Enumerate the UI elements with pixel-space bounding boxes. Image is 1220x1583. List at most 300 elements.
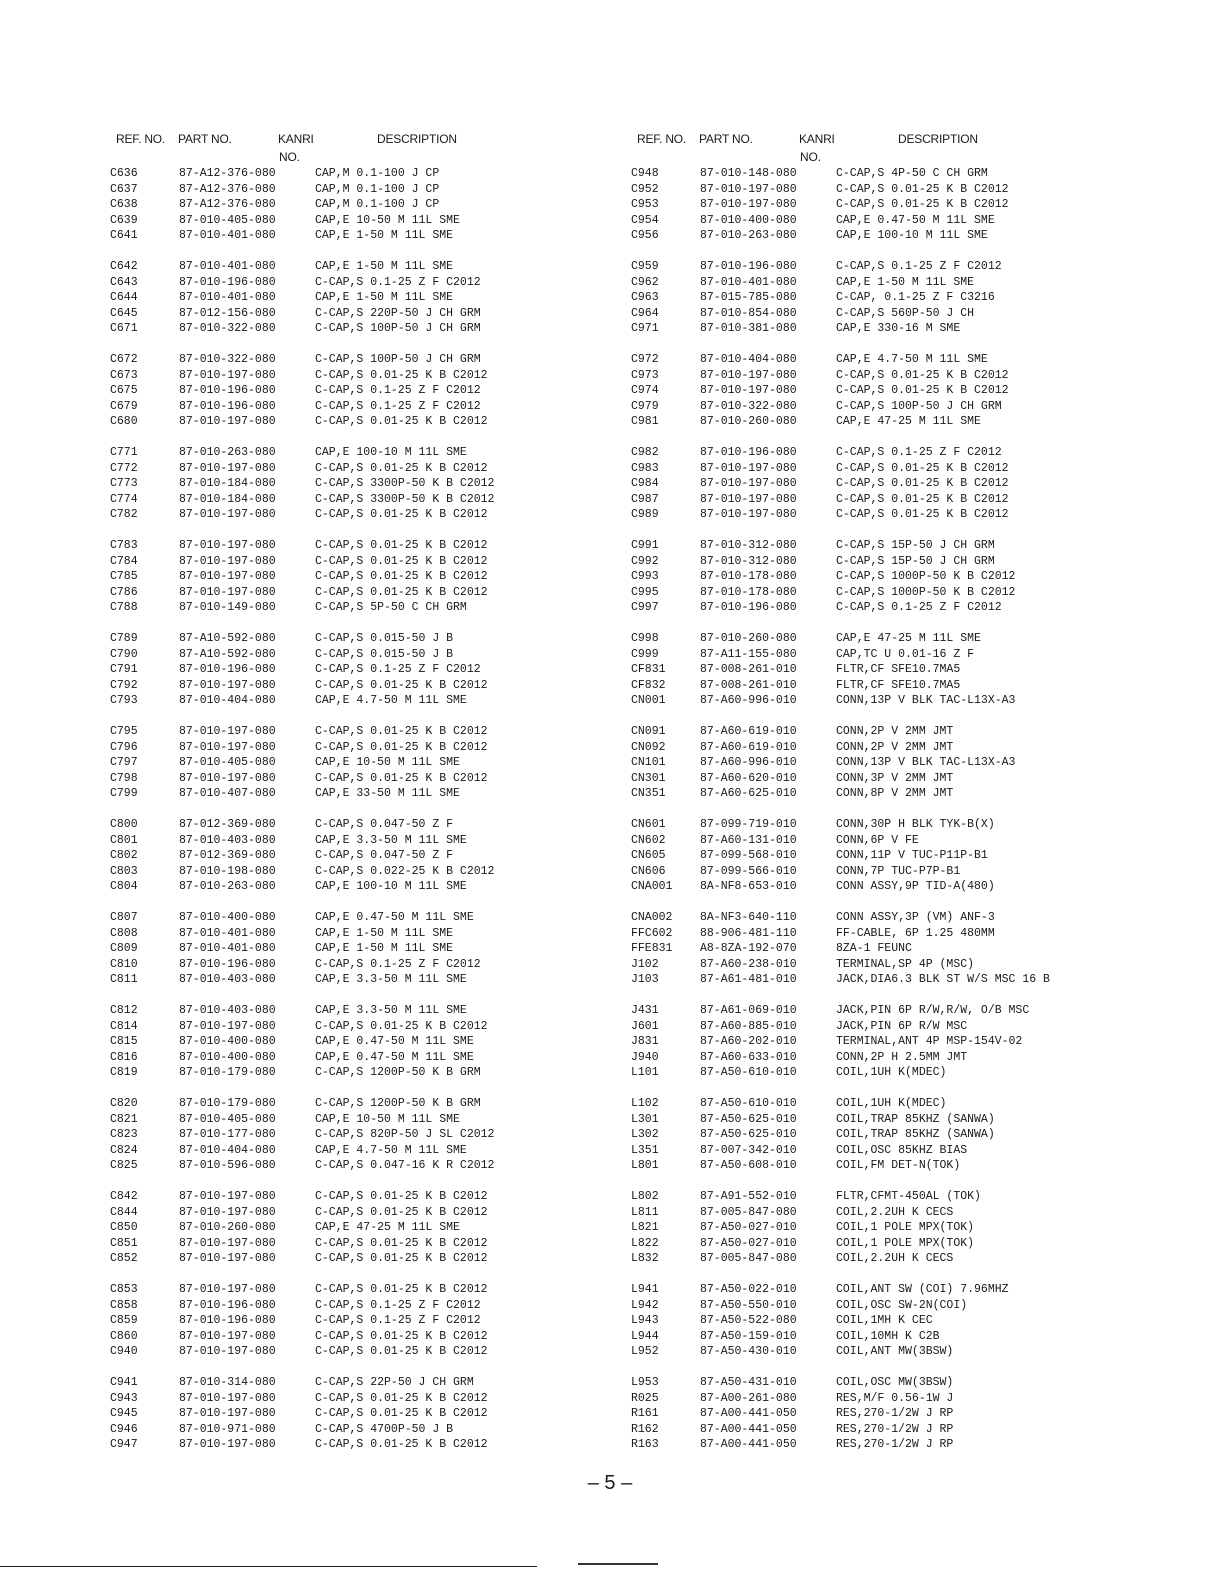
table-row: [631, 740, 1191, 756]
description-cell: JACK,DIA6.3 BLK ST W/S MSC 16 B: [836, 973, 1050, 986]
part-no-cell: 87-010-401-080: [179, 229, 276, 242]
description-cell: CAP,M 0.1-100 J CP: [315, 182, 440, 196]
table-row: [110, 1034, 670, 1050]
table-row: [631, 228, 1191, 244]
ref-no-cell: C981: [631, 415, 659, 428]
parts-group: [110, 910, 673, 988]
description-cell: C-CAP,S 100P-50 J CH GRM: [315, 322, 481, 335]
part-no-cell: 87-010-971-080: [179, 1422, 276, 1436]
parts-group: [110, 1096, 670, 1174]
part-no-cell: 87-010-196-080: [179, 1298, 276, 1312]
parts-group: [631, 631, 1191, 709]
part-no-cell: 87-A50-522-080: [700, 1314, 797, 1327]
ref-no-cell: C644: [110, 291, 138, 304]
table-row: [110, 740, 670, 756]
ref-no-cell: L943: [631, 1314, 659, 1327]
table-row: [110, 1205, 670, 1221]
description-cell: C-CAP,S 0.01-25 K B C2012: [315, 415, 488, 428]
kanri-no-heading: NO.: [279, 150, 300, 164]
part-no-cell: 87-A11-155-080: [700, 647, 797, 661]
part-no-cell: 87-010-401-080: [179, 291, 276, 304]
ref-no-cell: CN601: [631, 818, 666, 831]
part-no-cell: 87-A50-431-010: [700, 1376, 797, 1389]
table-row: [631, 461, 1191, 477]
part-no-cell: 87-010-405-080: [179, 213, 276, 227]
parts-group: [631, 1282, 1191, 1360]
ref-no-cell: C954: [631, 213, 659, 227]
description-cell: COIL,OSC SW-2N(COI): [836, 1298, 968, 1312]
part-no-cell: 87-010-197-080: [179, 1252, 276, 1265]
part-no-cell: 87-010-197-080: [700, 492, 797, 506]
table-row: [110, 817, 670, 833]
parts-group: [631, 1003, 1191, 1081]
description-cell: C-CAP,S 100P-50 J CH GRM: [836, 399, 1002, 413]
table-row: [110, 197, 670, 213]
description-cell: C-CAP,S 5P-50 C CH GRM: [315, 601, 467, 614]
ref-no-cell: C796: [110, 740, 138, 754]
table-row: [631, 383, 1191, 399]
ref-no-cell: C964: [631, 306, 659, 320]
part-no-cell: 87-A50-608-010: [700, 1159, 797, 1172]
table-row: [110, 631, 670, 647]
description-cell: C-CAP,S 0.047-50 Z F: [315, 849, 454, 862]
description-cell: CAP,E 3.3-50 M 11L SME: [315, 973, 467, 986]
table-row: [110, 1158, 670, 1174]
part-no-cell: 87-010-596-080: [179, 1159, 276, 1172]
description-cell: C-CAP,S 0.01-25 K B C2012: [315, 1345, 488, 1358]
description-cell: CONN,13P V BLK TAC-L13X-A3: [836, 756, 1016, 769]
part-no-cell: 87-010-197-080: [700, 477, 797, 490]
ref-no-cell: C783: [110, 539, 138, 552]
table-row: [631, 879, 1191, 895]
table-row: [631, 507, 1191, 523]
table-row: [631, 569, 1191, 585]
part-no-cell: 87-A50-027-010: [700, 1221, 797, 1234]
part-no-cell: 87-010-407-080: [179, 787, 276, 800]
description-cell: C-CAP,S 0.01-25 K B C2012: [315, 1205, 488, 1219]
table-row: [631, 368, 1191, 384]
ref-no-cell: C643: [110, 275, 138, 289]
table-row: [631, 1127, 1191, 1143]
ref-no-cell: C948: [631, 167, 659, 180]
table-row: [631, 1375, 1191, 1391]
table-row: [631, 1205, 1191, 1221]
table-row: [110, 1391, 670, 1407]
ref-no-cell: C943: [110, 1391, 138, 1405]
table-row: [631, 1313, 1191, 1329]
part-no-cell: 87-A50-610-010: [700, 1066, 797, 1079]
description-cell: C-CAP,S 0.1-25 Z F C2012: [315, 957, 481, 971]
description-cell: C-CAP,S 0.01-25 K B C2012: [315, 740, 488, 754]
ref-no-cell: C638: [110, 198, 138, 211]
part-no-cell: 87-010-197-080: [179, 725, 276, 738]
part-no-cell: 87-A60-619-010: [700, 740, 797, 754]
table-row: [110, 228, 670, 244]
description-cell: C-CAP,S 0.01-25 K B C2012: [836, 198, 1009, 211]
ref-no-cell: C672: [110, 353, 138, 366]
part-no-cell: 87-010-196-080: [179, 1314, 276, 1327]
parts-group: [110, 1189, 670, 1267]
description-cell: CAP,E 10-50 M 11L SME: [315, 1112, 460, 1126]
part-no-cell: 87-010-197-080: [700, 198, 797, 211]
table-row: [631, 197, 1191, 213]
description-cell: RES,270-1/2W J RP: [836, 1422, 954, 1436]
table-row: [110, 1019, 670, 1035]
part-no-cell: 87-A60-619-010: [700, 725, 797, 738]
ref-no-cell: CN092: [631, 740, 666, 754]
part-no-cell: 87-008-261-010: [700, 678, 797, 692]
table-row: [110, 864, 670, 880]
part-no-cell: 87-010-197-080: [179, 1019, 276, 1033]
bottom-mark: [578, 1563, 658, 1571]
table-row: [631, 833, 1191, 849]
ref-no-cell: C962: [631, 275, 659, 289]
parts-group: [631, 1189, 1191, 1267]
ref-no-cell: C979: [631, 399, 659, 413]
part-no-cell: 87-010-263-080: [179, 446, 276, 459]
ref-no-cell: C992: [631, 554, 659, 568]
part-no-cell: 87-010-854-080: [700, 306, 797, 320]
table-row: [631, 182, 1191, 198]
ref-no-cell: C814: [110, 1019, 138, 1033]
ref-no-cell: C852: [110, 1252, 138, 1265]
table-row: [110, 414, 670, 430]
description-cell: C-CAP,S 100P-50 J CH GRM: [315, 353, 481, 366]
part-no-cell: 87-A10-592-080: [179, 647, 276, 661]
description-cell: C-CAP,S 560P-50 J CH: [836, 306, 975, 320]
part-no-heading: PART NO.: [699, 132, 753, 146]
table-row: [110, 166, 670, 182]
table-row: [110, 724, 670, 740]
ref-no-cell: C952: [631, 182, 659, 196]
ref-no-cell: L302: [631, 1128, 659, 1141]
table-row: [631, 275, 1191, 291]
ref-no-cell: C636: [110, 167, 138, 180]
description-cell: COIL,1UH K(MDEC): [836, 1066, 947, 1079]
part-no-cell: 87-010-322-080: [700, 399, 797, 413]
ref-no-cell: FFC602: [631, 926, 673, 940]
part-no-cell: 87-010-401-080: [700, 275, 797, 289]
ref-no-cell: C945: [110, 1407, 138, 1420]
description-cell: C-CAP,S 0.01-25 K B C2012: [315, 678, 488, 692]
description-cell: C-CAP,S 1200P-50 K B GRM: [315, 1066, 481, 1079]
description-cell: COIL,ANT MW(3BSW): [836, 1345, 954, 1358]
part-no-cell: 8A-NF8-653-010: [700, 880, 797, 893]
table-row: [631, 941, 1191, 957]
part-no-cell: 87-A60-238-010: [700, 957, 797, 971]
table-row: [110, 941, 673, 957]
part-no-cell: 87-010-197-080: [179, 539, 276, 552]
part-no-cell: 87-012-369-080: [179, 849, 276, 862]
description-cell: CAP,E 3.3-50 M 11L SME: [315, 1004, 467, 1017]
ref-no-cell: L801: [631, 1159, 659, 1172]
description-heading: DESCRIPTION: [898, 132, 978, 146]
description-cell: C-CAP,S 0.01-25 K B C2012: [836, 461, 1009, 475]
description-cell: C-CAP,S 0.01-25 K B C2012: [315, 461, 488, 475]
description-cell: CAP,E 0.47-50 M 11L SME: [315, 911, 474, 924]
ref-no-cell: L351: [631, 1143, 659, 1157]
description-cell: COIL,TRAP 85KHZ (SANWA): [836, 1112, 995, 1126]
description-cell: C-CAP,S 0.01-25 K B C2012: [836, 508, 1009, 521]
description-cell: CAP,E 4.7-50 M 11L SME: [315, 694, 467, 707]
part-no-cell: 87-012-156-080: [179, 306, 276, 320]
part-no-cell: 87-A60-131-010: [700, 833, 797, 847]
part-no-cell: 87-010-178-080: [700, 570, 797, 583]
part-no-cell: 87-010-197-080: [700, 368, 797, 382]
table-row: [631, 1096, 1191, 1112]
ref-no-cell: CN001: [631, 694, 666, 707]
table-row: [110, 368, 670, 384]
parts-group: [110, 631, 670, 709]
description-cell: CONN ASSY,3P (VM) ANF-3: [836, 911, 995, 924]
ref-no-cell: C799: [110, 787, 138, 800]
ref-no-cell: L952: [631, 1345, 659, 1358]
description-cell: C-CAP,S 0.01-25 K B C2012: [315, 725, 488, 738]
table-row: [110, 182, 670, 198]
ref-no-cell: J831: [631, 1035, 659, 1048]
table-row: [631, 554, 1191, 570]
ref-no-cell: L944: [631, 1329, 659, 1343]
part-no-cell: 87-A10-592-080: [179, 632, 276, 645]
description-cell: C-CAP,S 0.01-25 K B C2012: [315, 1019, 488, 1033]
description-cell: C-CAP,S 0.01-25 K B C2012: [315, 1407, 488, 1420]
description-cell: CAP,E 0.47-50 M 11L SME: [836, 213, 995, 227]
part-no-cell: 87-A12-376-080: [179, 167, 276, 180]
table-row: [110, 662, 670, 678]
ref-no-cell: C812: [110, 1004, 138, 1017]
ref-no-cell: CN606: [631, 864, 666, 878]
description-cell: C-CAP,S 1200P-50 K B GRM: [315, 1097, 481, 1110]
description-cell: CAP,E 47-25 M 11L SME: [315, 1221, 460, 1234]
ref-no-cell: L811: [631, 1205, 659, 1219]
table-row: [110, 492, 670, 508]
part-no-cell: 87-010-197-080: [179, 461, 276, 475]
part-no-cell: 87-010-197-080: [179, 585, 276, 599]
part-no-cell: 87-010-400-080: [179, 911, 276, 924]
description-cell: CONN,30P H BLK TYK-B(X): [836, 818, 995, 831]
description-cell: CONN,3P V 2MM JMT: [836, 771, 954, 785]
description-cell: CAP,E 1-50 M 11L SME: [315, 291, 454, 304]
description-cell: TERMINAL,ANT 4P MSP-154V-02: [836, 1035, 1023, 1048]
parts-group: [110, 538, 670, 616]
table-row: [631, 1437, 1191, 1453]
ref-no-cell: J102: [631, 957, 659, 971]
ref-no-cell: C809: [110, 942, 138, 955]
description-cell: C-CAP,S 4700P-50 J B: [315, 1422, 454, 1436]
ref-no-cell: J103: [631, 973, 659, 986]
parts-column-left: [110, 130, 673, 1468]
part-no-cell: 87-010-197-080: [179, 570, 276, 583]
ref-no-cell: L301: [631, 1112, 659, 1126]
part-no-cell: 87-A61-069-010: [700, 1004, 797, 1017]
table-row: [631, 786, 1191, 802]
part-no-cell: 87-010-403-080: [179, 1004, 276, 1017]
part-no-cell: 88-906-481-110: [700, 926, 797, 940]
parts-group: [631, 259, 1191, 337]
description-cell: COIL,1UH K(MDEC): [836, 1097, 947, 1110]
part-no-cell: 87-A00-261-080: [700, 1391, 797, 1405]
ref-no-cell: C788: [110, 601, 138, 614]
ref-no-cell: C641: [110, 229, 138, 242]
description-cell: CAP,E 4.7-50 M 11L SME: [836, 353, 988, 366]
description-cell: JACK,PIN 6P R/W MSC: [836, 1019, 968, 1033]
ref-no-cell: C851: [110, 1236, 138, 1250]
description-cell: COIL,2.2UH K CECS: [836, 1252, 954, 1265]
ref-no-heading: REF. NO.: [637, 132, 687, 146]
description-cell: CAP,E 1-50 M 11L SME: [315, 260, 454, 273]
description-cell: COIL,TRAP 85KHZ (SANWA): [836, 1128, 995, 1141]
ref-no-cell: C991: [631, 539, 659, 552]
ref-no-cell: C639: [110, 213, 138, 227]
part-no-cell: 87-010-196-080: [179, 384, 276, 397]
table-row: [631, 957, 1191, 973]
table-row: [110, 213, 670, 229]
description-cell: C-CAP,S 0.01-25 K B C2012: [315, 1190, 488, 1203]
ref-no-cell: C680: [110, 415, 138, 428]
description-cell: CONN,6P V FE: [836, 833, 919, 847]
ref-no-cell: C973: [631, 368, 659, 382]
table-row: [110, 476, 670, 492]
description-cell: COIL,10MH K C2B: [836, 1329, 940, 1343]
part-no-cell: 87-010-197-080: [179, 1329, 276, 1343]
kanri-heading: KANRI: [799, 132, 835, 146]
ref-no-cell: C820: [110, 1097, 138, 1110]
part-no-cell: 87-010-178-080: [700, 585, 797, 599]
description-cell: CAP,E 47-25 M 11L SME: [836, 415, 981, 428]
ref-no-cell: C941: [110, 1376, 138, 1389]
table-row: [110, 461, 670, 477]
table-row: [631, 662, 1191, 678]
part-no-cell: 87-010-400-080: [179, 1035, 276, 1048]
description-cell: FLTR,CFMT-450AL (TOK): [836, 1190, 981, 1203]
table-row: [110, 972, 670, 988]
table-row: [631, 600, 1191, 616]
table-row: [110, 1096, 670, 1112]
part-no-cell: 87-A12-376-080: [179, 182, 276, 196]
description-cell: CAP,E 0.47-50 M 11L SME: [315, 1035, 474, 1048]
ref-no-cell: C675: [110, 384, 138, 397]
description-cell: C-CAP,S 0.01-25 K B C2012: [315, 771, 488, 785]
table-row: [631, 910, 1191, 926]
part-no-cell: 87-015-785-080: [700, 291, 797, 304]
ref-no-cell: L832: [631, 1252, 659, 1265]
table-row: [110, 755, 670, 771]
ref-no-cell: CF831: [631, 663, 666, 676]
ref-no-cell: C989: [631, 508, 659, 521]
table-row: [110, 647, 670, 663]
description-cell: C-CAP,S 0.01-25 K B C2012: [315, 539, 488, 552]
part-no-cell: 87-010-197-080: [179, 554, 276, 568]
part-no-cell: 87-010-197-080: [179, 1391, 276, 1405]
ref-no-cell: CN091: [631, 725, 666, 738]
part-no-cell: 87-A91-552-010: [700, 1190, 797, 1203]
description-cell: C-CAP,S 0.01-25 K B C2012: [836, 182, 1009, 196]
parts-column-right: [631, 130, 1191, 1468]
part-no-cell: 87-010-381-080: [700, 322, 797, 335]
part-no-cell: 87-010-197-080: [179, 415, 276, 428]
part-no-cell: 87-010-405-080: [179, 756, 276, 769]
part-no-cell: 87-010-400-080: [700, 213, 797, 227]
part-no-cell: 87-010-196-080: [179, 399, 276, 413]
description-cell: C-CAP,S 0.047-16 K R C2012: [315, 1159, 495, 1172]
description-cell: CAP,E 100-10 M 11L SME: [836, 229, 988, 242]
table-row: [631, 321, 1191, 337]
column-header: [110, 130, 670, 166]
part-no-cell: 87-010-404-080: [179, 694, 276, 707]
description-cell: CAP,M 0.1-100 J CP: [315, 198, 440, 211]
ref-no-cell: C821: [110, 1112, 138, 1126]
part-no-cell: 87-010-179-080: [179, 1066, 276, 1079]
table-row: [110, 1050, 670, 1066]
description-cell: CAP,E 100-10 M 11L SME: [315, 446, 467, 459]
description-cell: CAP,E 330-16 M SME: [836, 322, 961, 335]
description-cell: RES,270-1/2W J RP: [836, 1438, 954, 1451]
table-row: [631, 213, 1191, 229]
parts-group: [631, 166, 1191, 244]
description-cell: RES,270-1/2W J RP: [836, 1407, 954, 1420]
description-cell: C-CAP,S 0.1-25 Z F C2012: [315, 1314, 481, 1327]
description-cell: C-CAP,S 0.047-50 Z F: [315, 818, 454, 831]
description-cell: C-CAP,S 0.1-25 Z F C2012: [836, 601, 1002, 614]
part-no-cell: 87-A50-027-010: [700, 1236, 797, 1250]
description-cell: C-CAP,S 15P-50 J CH GRM: [836, 554, 995, 568]
part-no-cell: 87-A50-022-010: [700, 1283, 797, 1296]
ref-no-cell: R162: [631, 1422, 659, 1436]
part-no-cell: 87-010-404-080: [700, 353, 797, 366]
ref-no-cell: C642: [110, 260, 138, 273]
description-cell: CAP,E 47-25 M 11L SME: [836, 632, 981, 645]
description-cell: C-CAP,S 0.1-25 Z F C2012: [315, 384, 481, 397]
part-no-cell: 87-099-719-010: [700, 818, 797, 831]
description-cell: CONN ASSY,9P TID-A(480): [836, 880, 995, 893]
table-row: [110, 833, 670, 849]
table-row: [631, 1189, 1191, 1205]
part-no-cell: 87-010-197-080: [179, 1190, 276, 1203]
ref-no-cell: C983: [631, 461, 659, 475]
part-no-cell: 87-010-197-080: [700, 182, 797, 196]
ref-no-cell: C798: [110, 771, 138, 785]
ref-no-cell: CNA002: [631, 911, 673, 924]
part-no-cell: 87-010-404-080: [179, 1143, 276, 1157]
parts-list-left: [110, 166, 673, 1453]
description-cell: C-CAP,S 0.015-50 J B: [315, 632, 454, 645]
ref-no-cell: C645: [110, 306, 138, 320]
table-row: [631, 1282, 1191, 1298]
description-cell: C-CAP,S 0.01-25 K B C2012: [315, 1438, 488, 1451]
table-row: [631, 755, 1191, 771]
parts-group: [110, 817, 673, 895]
table-row: [631, 1112, 1191, 1128]
table-row: [631, 724, 1191, 740]
ref-no-cell: C773: [110, 477, 138, 490]
ref-no-cell: C999: [631, 647, 659, 661]
description-cell: CONN,2P H 2.5MM JMT: [836, 1050, 968, 1064]
part-no-cell: 87-010-322-080: [179, 353, 276, 366]
description-cell: CONN,7P TUC-P7P-B1: [836, 864, 961, 878]
table-row: [110, 321, 670, 337]
table-row: [110, 848, 670, 864]
table-row: [110, 507, 670, 523]
table-row: [631, 399, 1191, 415]
description-cell: CONN,8P V 2MM JMT: [836, 787, 954, 800]
description-cell: C-CAP,S 0.1-25 Z F C2012: [836, 446, 1002, 459]
part-no-cell: 87-010-197-080: [179, 1236, 276, 1250]
parts-group: [631, 910, 1191, 988]
description-cell: CONN,2P V 2MM JMT: [836, 725, 954, 738]
ref-no-cell: J940: [631, 1050, 659, 1064]
parts-group: [110, 445, 670, 523]
description-cell: C-CAP,S 15P-50 J CH GRM: [836, 539, 995, 552]
